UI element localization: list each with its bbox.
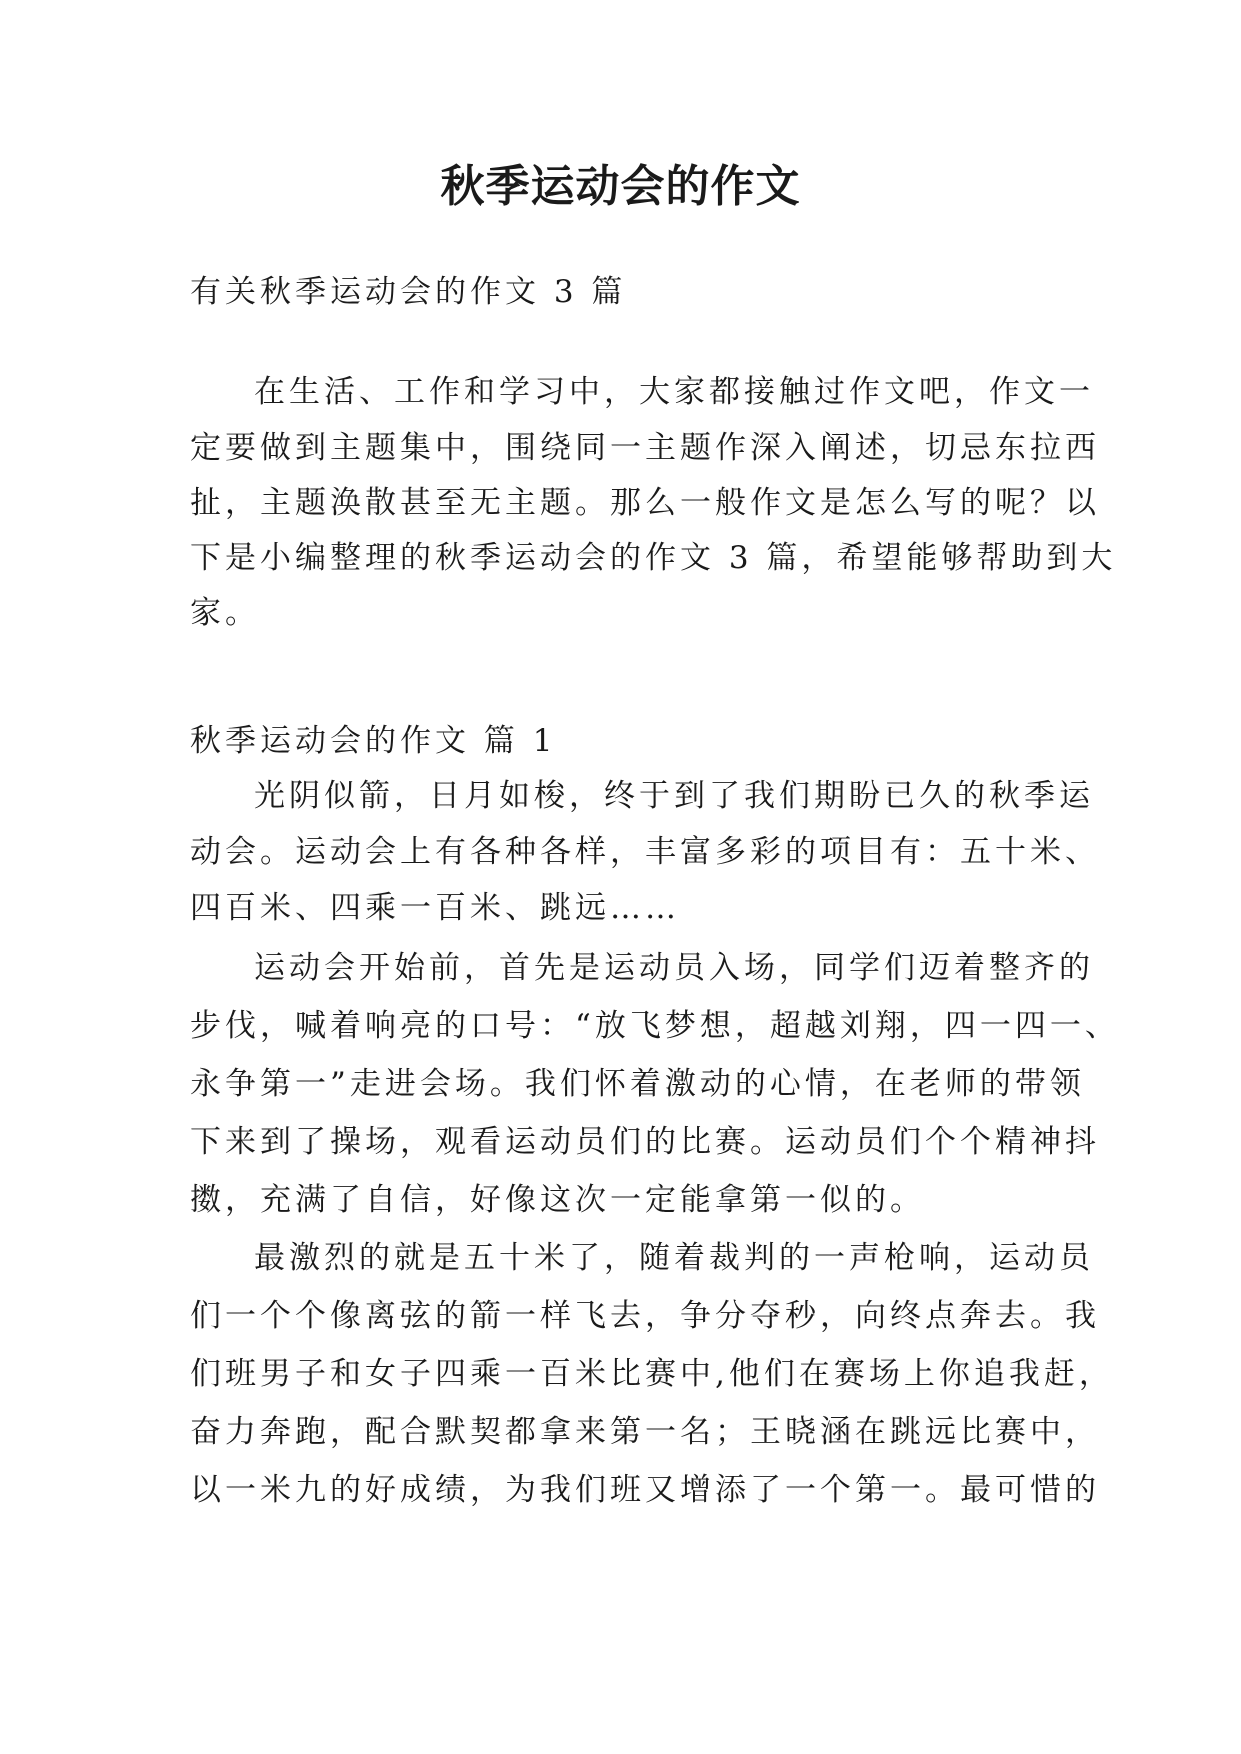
document-subtitle: 有关秋季运动会的作文 3 篇 [190,274,627,310]
para1-line-1: 光阴似箭，日月如梭，终于到了我们期盼已久的秋季运 [254,778,1094,814]
intro-line-1: 在生活、工作和学习中，大家都接触过作文吧，作文一 [254,374,1094,410]
para3-line-4: 奋力奔跑，配合默契都拿来第一名；王晓涵在跳远比赛中， [190,1414,1100,1450]
para3-line-5: 以一米九的好成绩，为我们班又增添了一个第一。最可惜的 [190,1472,1100,1508]
para3-line-2: 们一个个像离弦的箭一样飞去，争分夺秒，向终点奔去。我 [190,1298,1100,1334]
para1-line-3: 四百米、四乘一百米、跳远…… [190,890,680,926]
document-title: 秋季运动会的作文 [440,161,801,212]
section-heading: 秋季运动会的作文 篇 1 [190,723,557,759]
para2-line-2: 步伐，喊着响亮的口号：“放飞梦想，超越刘翔，四一四一、 [190,1008,1120,1044]
para2-line-5: 擞，充满了自信，好像这次一定能拿第一似的。 [190,1182,925,1218]
para1-line-2: 动会。运动会上有各种各样，丰富多彩的项目有：五十米、 [190,834,1100,870]
para2-line-3: 永争第一”走进会场。我们怀着激动的心情，在老师的带领 [190,1066,1085,1102]
para3-line-1: 最激烈的就是五十米了，随着裁判的一声枪响，运动员 [254,1240,1094,1276]
para3-line-3: 们班男子和女子四乘一百米比赛中,他们在赛场上你追我赶， [190,1356,1114,1392]
intro-line-5: 家。 [190,595,260,631]
intro-line-4: 下是小编整理的秋季运动会的作文 3 篇，希望能够帮助到大 [190,540,1117,576]
intro-line-3: 扯，主题涣散甚至无主题。那么一般作文是怎么写的呢？以 [190,485,1100,521]
intro-line-2: 定要做到主题集中，围绕同一主题作深入阐述，切忌东拉西 [190,430,1100,466]
para2-line-1: 运动会开始前，首先是运动员入场，同学们迈着整齐的 [254,950,1094,986]
para2-line-4: 下来到了操场，观看运动员们的比赛。运动员们个个精神抖 [190,1124,1100,1160]
